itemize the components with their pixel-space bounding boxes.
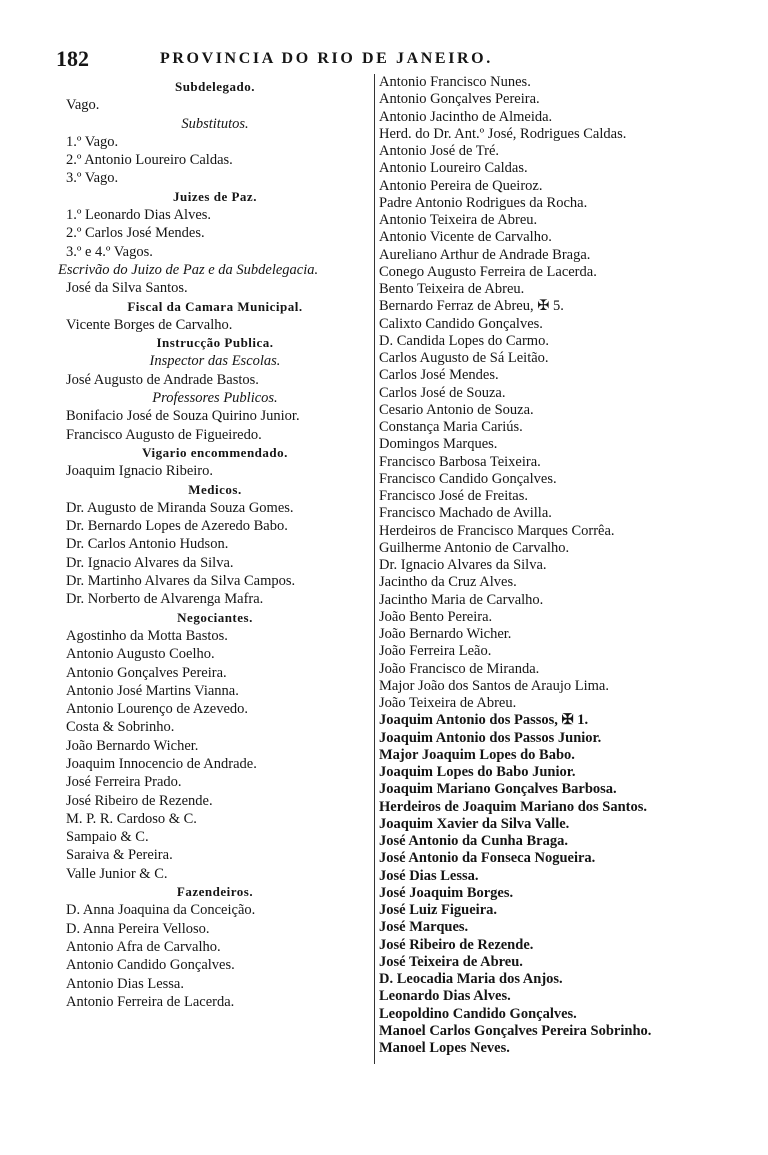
list-entry: João Teixeira de Abreu. bbox=[379, 695, 517, 711]
list-entry: José Joaquim Borges. bbox=[379, 884, 514, 901]
section-heading: Subdelegado. bbox=[174, 79, 256, 94]
list-entry: José Ribeiro de Rezende. bbox=[379, 936, 534, 953]
list-entry: José Marques. bbox=[379, 919, 469, 936]
list-entry: Leopoldino Candido Gonçalves. bbox=[379, 1005, 577, 1022]
list-entry: João Bernardo Wicher. bbox=[66, 737, 199, 754]
list-entry: Manoel Carlos Gonçalves Pereira Sobrinho. bbox=[379, 1022, 652, 1039]
list-entry: 1.º Vago. bbox=[66, 133, 119, 150]
section-heading: Vigario encommendado. bbox=[142, 444, 288, 460]
list-entry: D. Anna Pereira Velloso. bbox=[66, 920, 210, 937]
section-subheading: Inspector das Escolas. bbox=[149, 353, 281, 370]
list-entry: Bento Teixeira de Abreu. bbox=[379, 281, 525, 297]
list-entry: Antonio Teixeira de Abreu. bbox=[379, 212, 538, 228]
list-entry: D. Candida Lopes do Carmo. bbox=[379, 332, 549, 349]
list-entry: José Ferreira Prado. bbox=[66, 774, 182, 791]
list-entry: José Ribeiro de Rezende. bbox=[66, 792, 213, 809]
list-entry: Constança Maria Cariús. bbox=[379, 419, 523, 435]
list-entry: Major João dos Santos de Araujo Lima. bbox=[379, 677, 609, 694]
list-entry: Joaquim Xavier da Silva Valle. bbox=[379, 815, 570, 832]
list-entry: Sampaio & C. bbox=[66, 829, 149, 846]
list-entry: Antonio Afra de Carvalho. bbox=[66, 938, 221, 955]
list-entry: Vicente Borges de Carvalho. bbox=[66, 316, 233, 333]
list-entry: Guilherme Antonio de Carvalho. bbox=[379, 539, 570, 556]
list-entry: Carlos José Mendes. bbox=[379, 367, 499, 384]
list-entry: Saraiva & Pereira. bbox=[66, 847, 173, 864]
list-entry: Carlos Augusto de Sá Leitão. bbox=[379, 350, 549, 366]
list-entry: Dr. Martinho Alvares da Silva Campos. bbox=[66, 573, 296, 590]
list-entry: Herd. do Dr. Ant.º José, Rodrigues Caldas. bbox=[379, 125, 627, 142]
list-entry: Major Joaquim Lopes do Babo. bbox=[379, 746, 575, 763]
list-entry: D. Leocadia Maria dos Anjos. bbox=[379, 971, 563, 987]
list-entry: Dr. Ignacio Alvares da Silva. bbox=[66, 554, 234, 571]
list-entry: Antonio Vicente de Carvalho. bbox=[379, 229, 552, 246]
list-entry: Antonio Pereira de Queiroz. bbox=[379, 177, 543, 194]
section-heading: Juizes de Paz. bbox=[173, 188, 257, 204]
list-entry: Bernardo Ferraz de Abreu, ✠ 5. bbox=[379, 298, 564, 315]
list-entry: Joaquim Innocencio de Andrade. bbox=[66, 755, 257, 772]
list-entry: Antonio Gonçalves Pereira. bbox=[379, 91, 540, 108]
list-entry: Antonio Dias Lessa. bbox=[66, 975, 184, 992]
section-heading: Fazendeiros. bbox=[176, 884, 254, 900]
section-heading: Instrucção Publica. bbox=[156, 335, 274, 351]
list-entry: João Bernardo Wicher. bbox=[379, 626, 512, 642]
list-entry: Francisco Candido Gonçalves. bbox=[379, 470, 557, 487]
right-column bbox=[374, 74, 739, 1064]
list-entry: Escrivão do Juizo de Paz e da Subdelegacia. bbox=[58, 261, 319, 278]
list-entry: Francisco Augusto de Figueiredo. bbox=[66, 426, 262, 443]
list-entry: Antonio Candido Gonçalves. bbox=[66, 957, 235, 974]
list-entry: Herdeiros de Francisco Marques Corrêa. bbox=[379, 522, 615, 539]
list-entry: Joaquim Lopes do Babo Junior. bbox=[379, 764, 576, 780]
page-title: PROVINCIA DO RIO DE JANEIRO. bbox=[160, 50, 493, 67]
list-entry: José Antonio da Fonseca Nogueira. bbox=[379, 850, 596, 867]
list-entry: Antonio José Martins Vianna. bbox=[66, 682, 239, 699]
list-entry: Domingos Marques. bbox=[379, 436, 498, 453]
list-entry: Antonio Lourenço de Azevedo. bbox=[66, 701, 249, 718]
section-subheading: Professores Publicos. bbox=[152, 390, 278, 407]
list-entry: Aureliano Arthur de Andrade Braga. bbox=[379, 246, 591, 263]
list-entry: Francisco Barbosa Teixeira. bbox=[379, 453, 541, 470]
list-entry: Antonio Augusto Coelho. bbox=[66, 646, 215, 663]
list-entry: Manoel Lopes Neves. bbox=[379, 1040, 510, 1056]
list-entry: Costa & Sobrinho. bbox=[66, 719, 175, 736]
list-entry: José Dias Lessa. bbox=[379, 867, 479, 884]
list-entry: M. P. R. Cardoso & C. bbox=[66, 810, 197, 827]
list-entry: João Francisco de Miranda. bbox=[379, 660, 540, 677]
list-entry: João Ferreira Leão. bbox=[379, 643, 492, 660]
list-entry: Dr. Ignacio Alvares da Silva. bbox=[379, 557, 547, 573]
list-entry: Cesario Antonio de Souza. bbox=[379, 401, 534, 418]
list-entry: 2.º Antonio Loureiro Caldas. bbox=[66, 152, 233, 169]
list-entry: D. Anna Joaquina da Conceição. bbox=[66, 902, 256, 919]
list-entry: Joaquim Antonio dos Passos Junior. bbox=[379, 729, 602, 746]
list-entry: 3.º Vago. bbox=[66, 170, 119, 187]
left-column bbox=[58, 78, 372, 1011]
list-entry: Antonio José de Tré. bbox=[379, 143, 500, 159]
list-entry: Calixto Candido Gonçalves. bbox=[379, 315, 543, 332]
list-entry: Carlos José de Souza. bbox=[379, 384, 506, 401]
list-entry: Antonio Jacintho de Almeida. bbox=[379, 108, 553, 125]
list-entry: Antonio Loureiro Caldas. bbox=[379, 160, 528, 177]
section-heading: Fiscal da Camara Municipal. bbox=[127, 298, 303, 314]
list-entry: Dr. Norberto de Alvarenga Mafra. bbox=[66, 591, 264, 608]
list-entry: José Antonio da Cunha Braga. bbox=[379, 833, 568, 849]
list-entry: Padre Antonio Rodrigues da Rocha. bbox=[379, 194, 588, 211]
list-entry: Antonio Francisco Nunes. bbox=[379, 74, 531, 90]
list-entry: Dr. Augusto de Miranda Souza Gomes. bbox=[66, 499, 294, 516]
list-entry: Dr. Carlos Antonio Hudson. bbox=[66, 536, 229, 553]
list-entry: Francisco Machado de Avilla. bbox=[379, 505, 552, 522]
list-entry: Dr. Bernardo Lopes de Azeredo Babo. bbox=[66, 518, 288, 535]
list-entry: Valle Junior & C. bbox=[66, 865, 168, 882]
list-entry: Jacintho da Cruz Alves. bbox=[379, 574, 517, 591]
list-entry: Jacintho Maria de Carvalho. bbox=[379, 591, 544, 608]
section-heading: Medicos. bbox=[188, 481, 242, 497]
list-entry: Herdeiros de Joaquim Mariano dos Santos. bbox=[379, 798, 648, 815]
list-entry: 3.º e 4.º Vagos. bbox=[66, 243, 153, 260]
section-subheading: Substitutos. bbox=[181, 115, 249, 132]
list-entry: Antonio Ferreira de Lacerda. bbox=[66, 993, 235, 1010]
list-entry: João Bento Pereira. bbox=[379, 608, 493, 625]
list-entry: José da Silva Santos. bbox=[66, 280, 188, 297]
list-entry: Leonardo Dias Alves. bbox=[379, 988, 511, 1005]
list-entry: Joaquim Ignacio Ribeiro. bbox=[66, 463, 213, 480]
list-entry: Antonio Gonçalves Pereira. bbox=[66, 664, 227, 681]
list-entry: 2.º Carlos José Mendes. bbox=[66, 225, 205, 242]
list-entry: Francisco José de Freitas. bbox=[379, 488, 528, 504]
list-entry: Vago. bbox=[66, 97, 100, 114]
list-entry: Conego Augusto Ferreira de Lacerda. bbox=[379, 263, 597, 280]
list-entry: Agostinho da Motta Bastos. bbox=[66, 627, 228, 644]
page-number: 182 bbox=[56, 46, 89, 71]
section-heading: Negociantes. bbox=[177, 609, 253, 625]
list-entry: José Teixeira de Abreu. bbox=[379, 953, 523, 970]
list-entry: José Luiz Figueira. bbox=[379, 902, 498, 918]
list-entry: José Augusto de Andrade Bastos. bbox=[66, 371, 259, 388]
list-entry: 1.º Leonardo Dias Alves. bbox=[66, 207, 212, 224]
list-entry: Joaquim Antonio dos Passos, ✠ 1. bbox=[379, 712, 589, 729]
list-entry: Bonifacio José de Souza Quirino Junior. bbox=[66, 408, 300, 425]
list-entry: Joaquim Mariano Gonçalves Barbosa. bbox=[379, 781, 617, 798]
